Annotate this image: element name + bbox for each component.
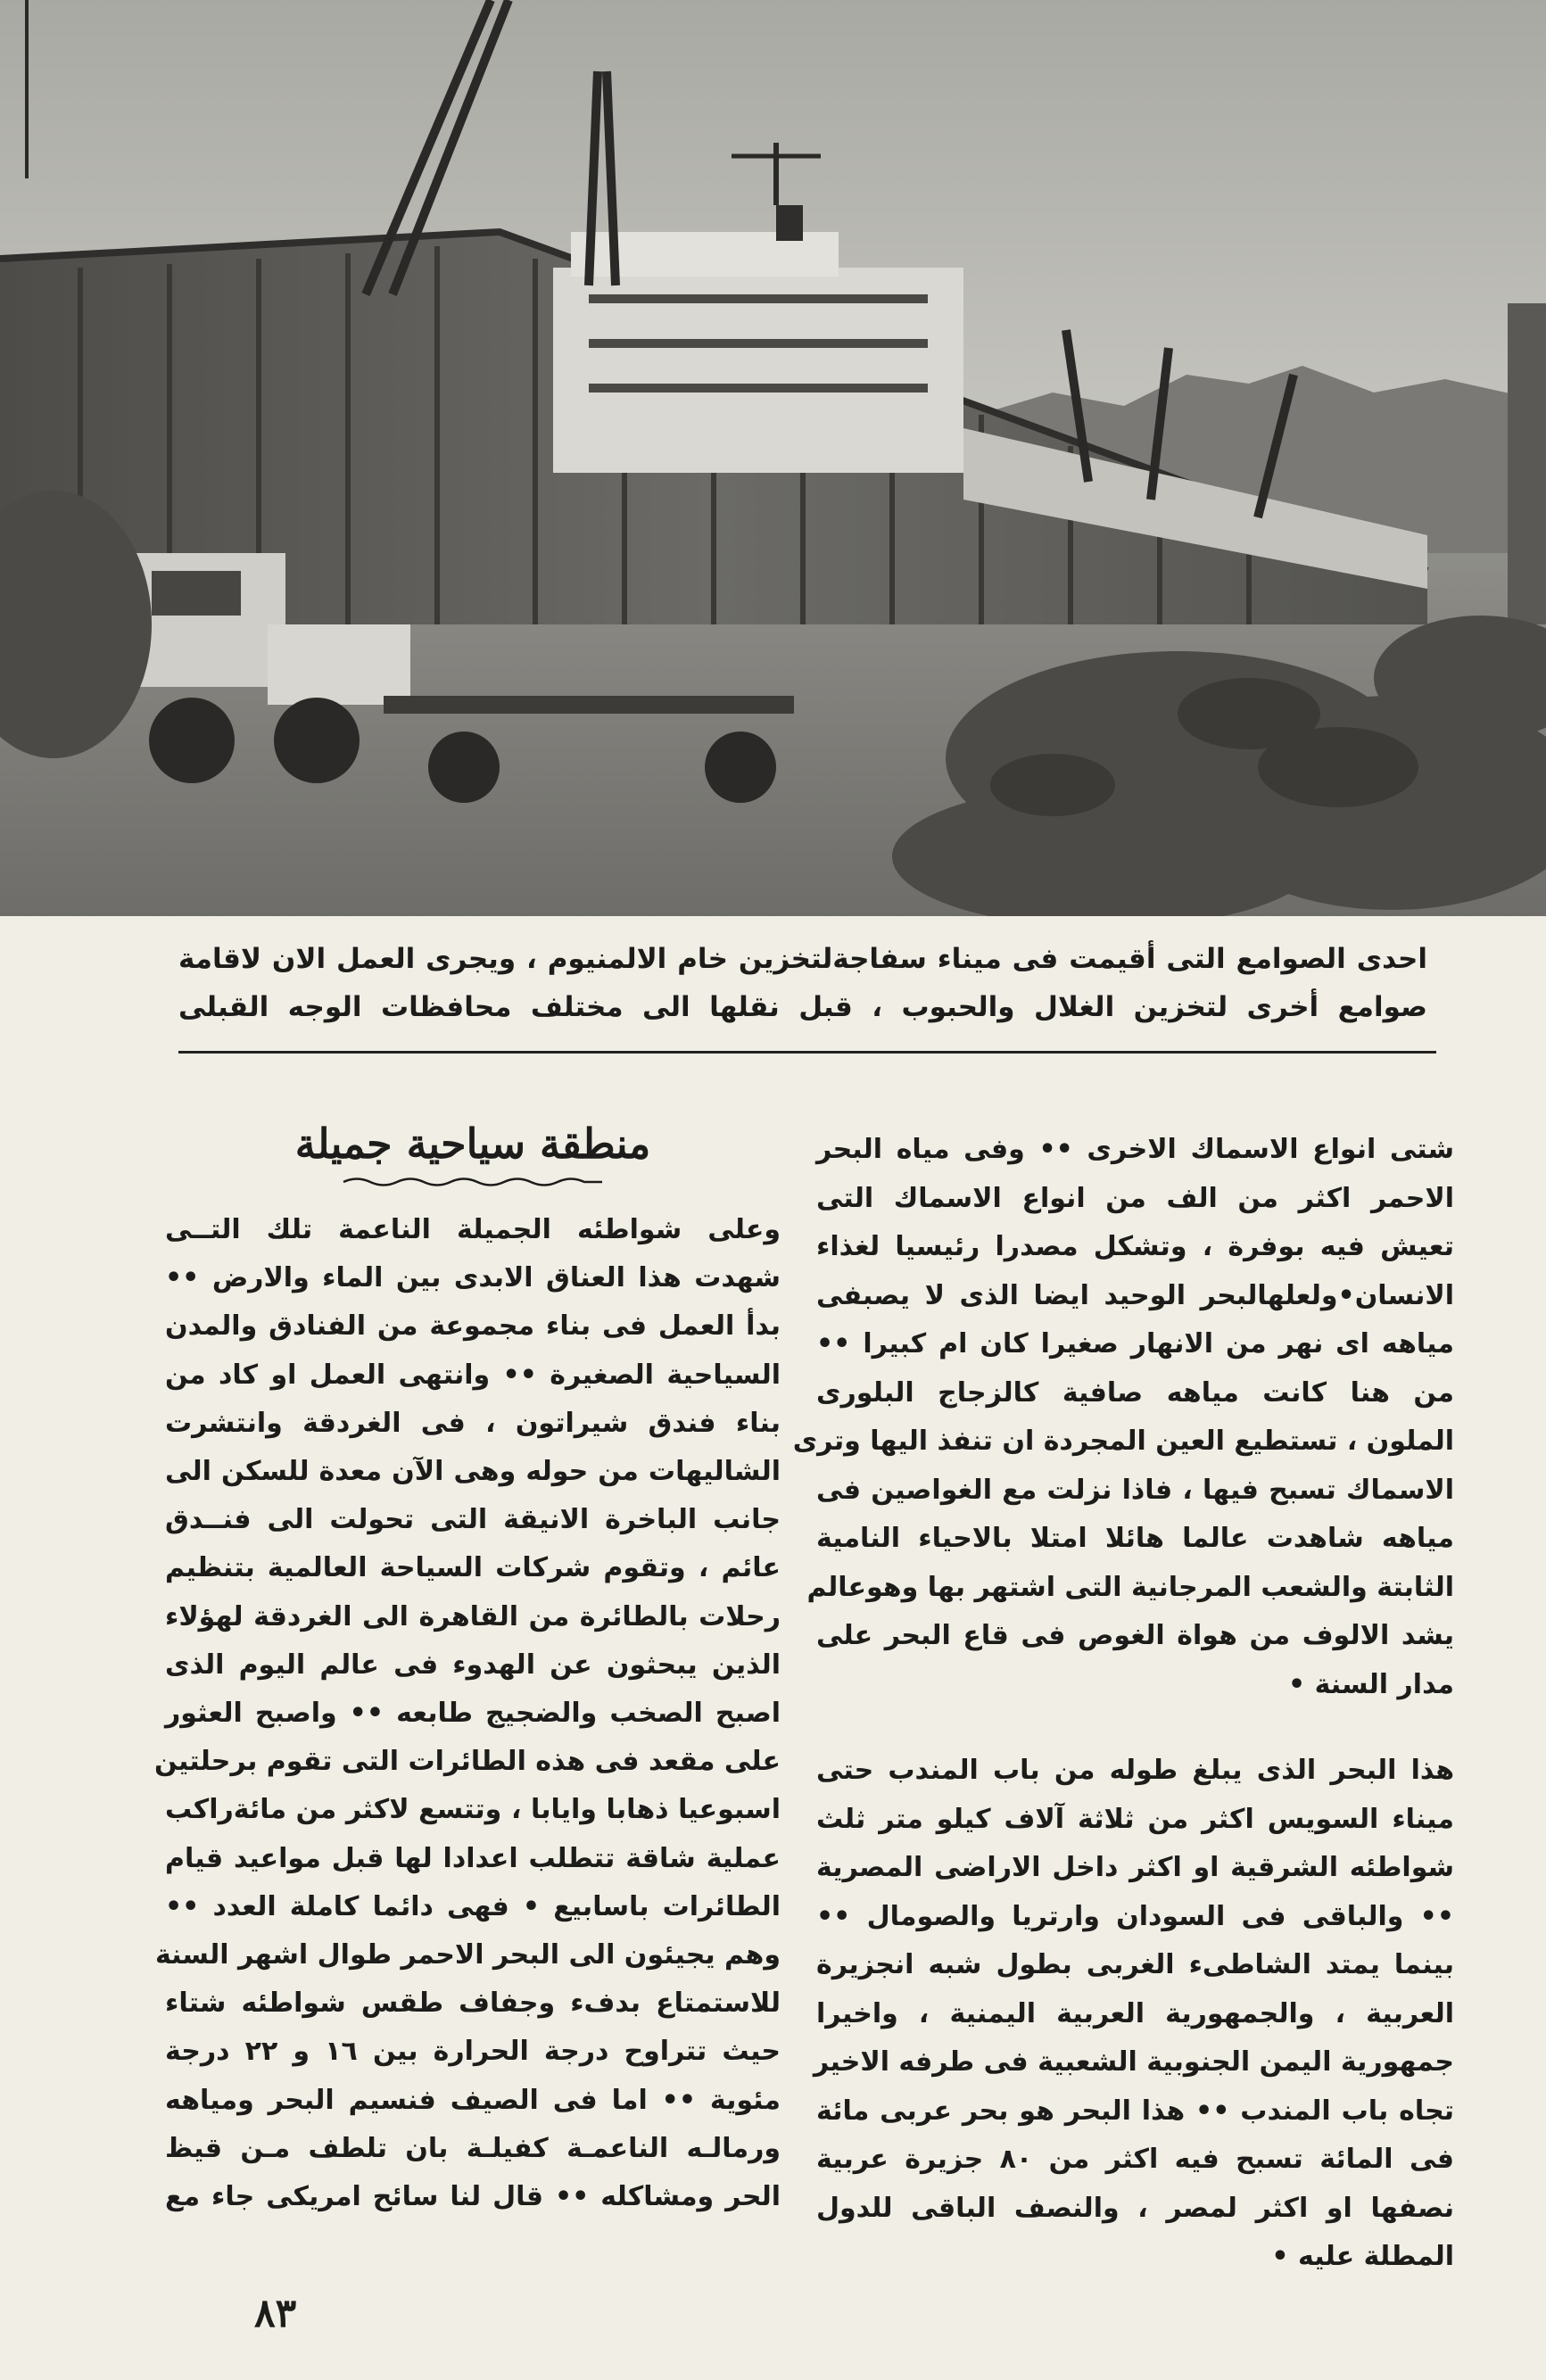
text-line: جانب الباخرة الانيقة التى تحولت الى فنــدق bbox=[165, 1504, 781, 1536]
text-line: بينما يمتد الشاطىء الغربى بطول شبه انجزيرة bbox=[816, 1949, 1454, 1980]
paragraph bbox=[154, 1206, 781, 2221]
text-line: وهم يجيئون الى البحر الاحمر طوال اشهر السنة bbox=[154, 1939, 781, 1971]
text-line: شتى انواع الاسماك الاخرى •• وفى مياه البحر bbox=[816, 1134, 1454, 1165]
text-line: على مقعد فى هذه الطائرات التى تقوم برحلتين bbox=[154, 1746, 781, 1778]
text-line: اصبح الصخب والضجيج طابعه •• واصبح العثور bbox=[165, 1698, 781, 1730]
text-line: بدأ العمل فى بناء مجموعة من الفنادق والمدن bbox=[165, 1310, 781, 1343]
text-line: العربية ، والجمهورية العربية اليمنية ، واخيرا bbox=[816, 1997, 1454, 2029]
text-line: هذا البحر الذى يبلغ طوله من باب المندب حتى bbox=[816, 1755, 1454, 1786]
text-line: تجاه باب المندب •• هذا البحر هو بحر عربى مائة bbox=[816, 2095, 1454, 2127]
text-line: ميناء السويس اكثر من ثلاثة آلاف كيلو متر ثلث bbox=[816, 1803, 1454, 1835]
text-line: عملية شاقة تتطلب اعدادا لها قبل مواعيد قيام bbox=[165, 1842, 781, 1874]
caption-line: احدى الصوامع التى أقيمت فى ميناء سفاجةلتخزين خام الالمنيوم ، ويجرى العمل الان لاقامة bbox=[178, 943, 1427, 975]
text-line: مياهه شاهدت عالما هائلا امتلا بالاحياء النامية bbox=[816, 1523, 1454, 1554]
caption-divider bbox=[178, 1051, 1436, 1054]
text-line: السياحية الصغيرة •• وانتهى العمل او كاد من bbox=[165, 1359, 781, 1391]
text-line: الملون ، تستطيع العين المجردة ان تنفذ اليها وترى bbox=[792, 1426, 1454, 1457]
text-line: نصفها او اكثر لمصر ، والنصف الباقى للدول bbox=[816, 2192, 1454, 2224]
text-line: يشد الالوف من هواة الغوص فى قاع البحر على bbox=[816, 1620, 1454, 1651]
text-line: وعلى شواطئه الجميلة الناعمة تلك التــى bbox=[165, 1214, 781, 1245]
text-line: شهدت هذا العناق الابدى بين الماء والارض •• bbox=[165, 1262, 781, 1294]
text-line: عائم ، وتقوم شركات السياحة العالمية بتنظيم bbox=[165, 1552, 781, 1584]
text-line: جمهورية اليمن الجنوبية الشعبية فى طرفه الاخير bbox=[813, 2046, 1454, 2078]
text-line: اسبوعيا ذهابا وايابا ، وتتسع لاكثر من مائةراكب bbox=[165, 1794, 781, 1826]
text-line: حيث تتراوح درجة الحرارة بين ١٦ و ٢٢ درجة bbox=[165, 2036, 781, 2068]
text-line: الاسماك تسبح فيها ، فاذا نزلت مع الغواصين فى bbox=[816, 1474, 1454, 1506]
right-column bbox=[792, 1126, 1454, 2282]
caption-line: صوامع أخرى لتخزين الغلال والحبوب ، قبل نقلها الى مختلف محافظات الوجه القبلى bbox=[178, 991, 1427, 1023]
text-line: تعيش فيه بوفرة ، وتشكل مصدرا رئيسيا لغذاء bbox=[816, 1231, 1454, 1262]
text-line: فى المائة تسبح فيه اكثر من ٨٠ جزيرة عربية bbox=[816, 2144, 1454, 2175]
text-line: للاستمتاع بدفء وجفاف طقس شواطئه شتاء bbox=[165, 1987, 781, 2020]
text-line: مياهه اى نهر من الانهار صغيرا كان ام كبيرا •• bbox=[816, 1328, 1454, 1359]
text-line: مئوية •• اما فى الصيف فنسيم البحر ومياهه bbox=[165, 2084, 781, 2116]
text-line: الطائرات باسابيع • فهى دائما كاملة العدد •• bbox=[165, 1890, 781, 1922]
text-line: الشاليهات من حوله وهى الآن معدة للسكن الى bbox=[165, 1456, 781, 1488]
text-line: الذين يبحثون عن الهدوء فى عالم اليوم الذى bbox=[165, 1649, 781, 1681]
text-line: الاحمر اكثر من الف من انواع الاسماك التى bbox=[816, 1182, 1454, 1214]
paragraph bbox=[813, 1747, 1454, 2282]
text-line: الحر ومشاكله •• قال لنا سائح امريكى جاء مع bbox=[165, 2181, 781, 2213]
text-line: الانسان•ولعلهالبحر الوحيد ايضا الذى لا يصبفى bbox=[816, 1279, 1454, 1311]
text-line: من هنا كانت مياهه صافية كالزجاج البلورى bbox=[816, 1376, 1454, 1409]
text-line: ورمالـه الناعمـة كفيلـة بان تلطف مـن قيظ bbox=[165, 2132, 781, 2164]
harbor-photo bbox=[0, 0, 1546, 916]
paragraph bbox=[792, 1126, 1454, 1709]
page-number: ٨٣ bbox=[254, 2291, 297, 2336]
text-line: رحلات بالطائرة من القاهرة الى الغردقة لهؤلاء bbox=[165, 1600, 781, 1632]
section-heading: منطقة سياحية جميلة bbox=[294, 1120, 651, 1168]
text-line: بناء فندق شيراتون ، فى الغردقة وانتشرت bbox=[165, 1407, 781, 1439]
text-line: المطلة عليه • bbox=[1271, 2241, 1454, 2272]
text-line: مدار السنة • bbox=[1287, 1668, 1454, 1700]
photo-caption bbox=[178, 935, 1427, 1031]
text-line: الثابتة والشعب المرجانية التى اشتهر بها وهوعالم bbox=[806, 1571, 1454, 1603]
text-line: •• والباقى فى السودان وارتريا والصومال •• bbox=[816, 1900, 1454, 1932]
left-column bbox=[154, 1117, 781, 2221]
text-line: شواطئه الشرقية او اكثر داخل الاراضى المصرية bbox=[816, 1852, 1454, 1883]
heading-underline-flourish bbox=[339, 1174, 607, 1190]
